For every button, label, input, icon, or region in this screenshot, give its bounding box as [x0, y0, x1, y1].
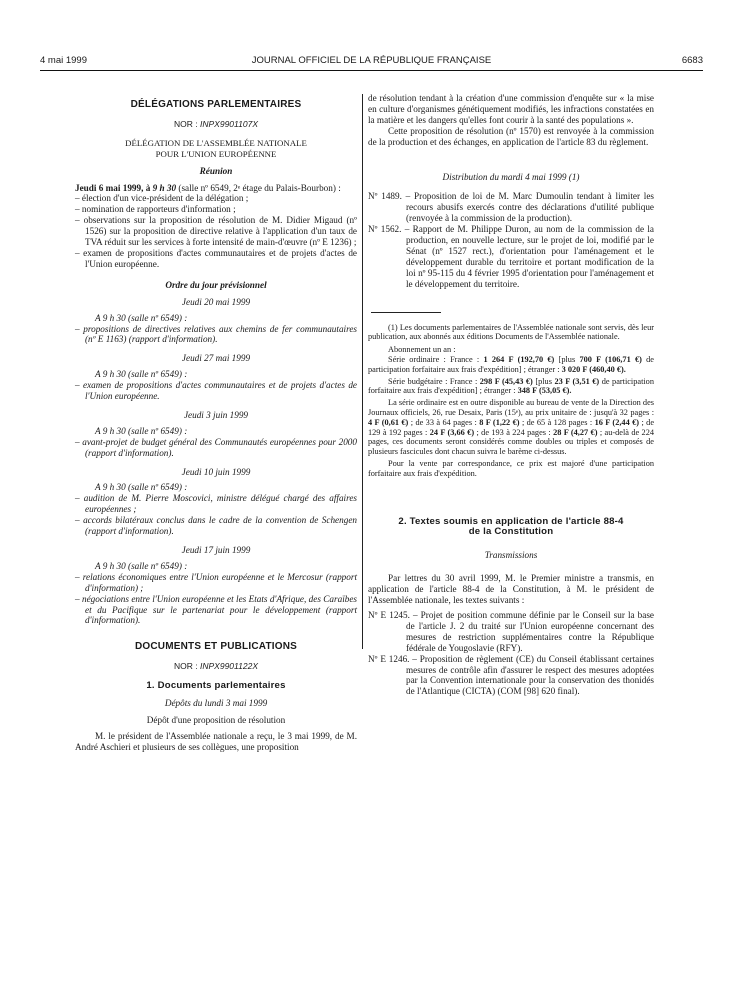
session-item: – relations économiques entre l'Union européenne et le Mercosur (rapport d'information) ; — [75, 571, 357, 593]
agenda-item: – observations sur la proposition de résolution de M. Didier Migaud (nº 1526) sur la proposition de directive relative à l'application d'un taux de TVA réduit sur les services à forte intensité de main-d'œuvre (nº E 1236) ; — [75, 215, 357, 248]
transmissions-heading: Transmissions — [484, 550, 538, 561]
header-rule — [40, 70, 703, 71]
transmission-item: Nº E 1245. – Projet de position commune définie par le Conseil sur la base de l'article J. 2 du traité sur l'Union européenne concernant des mesures de restriction supplémentaires contre la République fédérale de Yougoslavie (RFY). — [368, 609, 654, 653]
ordre-du-jour-heading: Ordre du jour prévisionnel — [165, 279, 267, 290]
distribution-heading: Distribution du mardi 4 mai 1999 (1) — [442, 171, 580, 182]
page-header — [40, 55, 703, 69]
right-column — [368, 94, 654, 697]
nor-reference — [75, 119, 357, 130]
session-time: A 9 h 30 (salle nº 6549) : — [95, 560, 188, 571]
header-page-number: 6683 — [681, 55, 703, 66]
meeting-date: Jeudi 6 mai 1999, à — [75, 182, 153, 193]
header-date: 4 mai 1999 — [40, 55, 88, 66]
section2-title-line1: 2. Textes soumis en application de l'article 88-4 — [398, 515, 624, 527]
meeting-location: (salle nº 6549, 2ᵉ étage du Palais-Bourbon) : — [176, 182, 341, 193]
session-item: – négociations entre l'Union européenne et les Etats d'Afrique, des Caraïbes et du Pacifique sur le partenariat pour le développement (rapport d'information). — [75, 593, 357, 626]
session-time: A 9 h 30 (salle nº 6549) : — [95, 482, 188, 493]
footnote-serie-budgetaire: Série budgétaire : France : 298 F (45,43 €) [plus 23 F (3,51 €) de participation forfaitaire aux frais d'expédition] ; étranger : 348 F (53,05 €). — [368, 376, 654, 396]
nor-code: INPX9901122X — [200, 661, 258, 672]
header-journal-title: JOURNAL OFFICIEL DE LA RÉPUBLIQUE FRANÇAISE — [251, 55, 492, 66]
footnote-note: (1) Les documents parlementaires de l'Assemblée nationale sont servis, dès leur publication, aux abonnés aux éditions Documents de l'Assemblée nationale. — [368, 322, 654, 342]
session-date: Jeudi 20 mai 1999 — [181, 296, 251, 307]
agenda-item: – élection d'un vice-président de la délégation ; — [75, 193, 249, 204]
distribution-item: Nº 1489. – Proposition de loi de M. Marc Dumoulin tendant à limiter les recours abusifs exercés contre des déclarations d'utilité publique (renvoyée à la commission de la production). — [368, 191, 654, 224]
section-title-delegations: DÉLÉGATIONS PARLEMENTAIRES — [130, 99, 302, 110]
delegation-name-line2: POUR L'UNION EUROPÉENNE — [155, 148, 277, 159]
delegation-name-line1: DÉLÉGATION DE L'ASSEMBLÉE NATIONALE — [125, 137, 307, 148]
session-item: – avant-projet de budget général des Communautés européennes pour 2000 (rapport d'information). — [75, 436, 357, 458]
distribution-item: Nº 1562. – Rapport de M. Philippe Duron, au nom de la commission de la production, en nouvelle lecture, sur le projet de loi, modifié par le Sénat (nº 1527 rect.), d'orientation pour l'aménagement et le développement durable du territoire et portant modification de la loi nº 95-115 du 4 février 1995 d'orientation pour l'aménagement et le développement du territoire. — [368, 224, 654, 289]
subsection-documents-parlementaires: 1. Documents parlementaires — [146, 680, 286, 692]
session-date: Jeudi 27 mai 1999 — [181, 353, 251, 364]
agenda-item: – nomination de rapporteurs d'information ; — [75, 204, 236, 215]
agenda-item: – examen de propositions d'actes communautaires et de projets d'actes de l'Union européenne. — [75, 247, 357, 269]
nor-reference — [75, 661, 357, 672]
session-time: A 9 h 30 (salle nº 6549) : — [95, 369, 188, 380]
section-title-documents: DOCUMENTS ET PUBLICATIONS — [134, 641, 298, 653]
depot-text: M. le président de l'Assemblée nationale a reçu, le 3 mai 1999, de M. André Aschieri et plusieurs de ses collègues, une proposition — [75, 730, 357, 752]
footnote-abonnement: Abonnement un an : — [388, 345, 456, 355]
session-item: – propositions de directives relatives aux chemins de fer communautaires (nº E 1163) (rapport d'information). — [75, 323, 357, 345]
renvoi-text: Cette proposition de résolution (nº 1570) est renvoyée à la commission de la production et des échanges, en application de l'article 83 du règlement. — [368, 125, 654, 147]
nor-label: NOR : — [174, 118, 198, 129]
session-item: – accords bilatéraux conclus dans le cadre de la convention de Schengen (rapport d'information). — [75, 515, 357, 537]
session-date: Jeudi 3 juin 1999 — [183, 409, 249, 420]
section2-title-line2: de la Constitution — [468, 526, 554, 538]
session-date: Jeudi 17 juin 1999 — [181, 545, 251, 555]
footnote — [368, 323, 654, 479]
left-column — [75, 94, 357, 753]
reunion-heading: Réunion — [199, 165, 233, 176]
session-item: – audition de M. Pierre Moscovici, ministre délégué chargé des affaires européennes ; — [75, 493, 357, 515]
depots-date: Dépôts du lundi 3 mai 1999 — [164, 698, 268, 709]
continuation-text: de résolution tendant à la création d'une commission d'enquête sur « la mise en culture d'organismes génétiquement modifiés, les infractions constatées en la matière et les dangers qu'elles font courir à la santé des populations ». — [368, 93, 654, 125]
transmission-item: Nº E 1246. – Proposition de règlement (CE) du Conseil établissant certaines mesures de contrôle afin d'assurer le respect des mesures adoptées par la Convention internationale pour la conservation des thonidés de l'Atlantique (CICTA) (COM [98] 620 final). — [368, 653, 654, 697]
meeting-line — [75, 183, 357, 194]
column-divider — [362, 94, 363, 649]
footnote-rule — [371, 312, 441, 313]
transmissions-intro: Par lettres du 30 avril 1999, M. le Premier ministre a transmis, en application de l'article 88-4 de la Constitution, à M. le président de l'Assemblée nationale, les textes suivants : — [368, 573, 654, 606]
meeting-time: 9 h 30 — [152, 182, 177, 193]
nor-label: NOR : — [174, 661, 198, 672]
session-time: A 9 h 30 (salle nº 6549) : — [95, 425, 188, 436]
session-time: A 9 h 30 (salle nº 6549) : — [95, 312, 188, 323]
session-item: – examen de propositions d'actes communautaires et de projets d'actes de l'Union européenne. — [75, 380, 357, 402]
footnote-vente: La série ordinaire est en outre disponible au bureau de vente de la Direction des Journaux officiels, 26, rue Desaix, Paris (15ᵉ), au prix unitaire de : jusqu'à 32 pages : 4 F (0,61 €) ; de 33 à 64 pages : 8 F (1,22 €) ; de 65 à 128 pages : 16 F (2,44 €) ; de 129 à 192 pages : 24 F (3,66 €) ; de 193 à 224 pages : 28 F (4,27 €) ; au-delà de 224 pages, ces documents seront considérés comme doubles ou triples et composés de plusieurs fascicules dont chacun suivra le barème ci-dessus. — [368, 398, 654, 457]
nor-code: INPX9901107X — [200, 118, 258, 129]
session-date: Jeudi 10 juin 1999 — [181, 466, 251, 477]
footnote-serie-ordinaire: Série ordinaire : France : 1 264 F (192,70 €) [plus 700 F (106,71 €) de participation forfaitaire aux frais d'expédition] ; étranger : 3 020 F (460,40 €). — [368, 354, 654, 374]
depot-label: Dépôt d'une proposition de résolution — [146, 714, 286, 725]
footnote-correspondance: Pour la vente par correspondance, ce prix est majoré d'une participation forfaitaire aux frais d'expédition. — [368, 458, 654, 478]
